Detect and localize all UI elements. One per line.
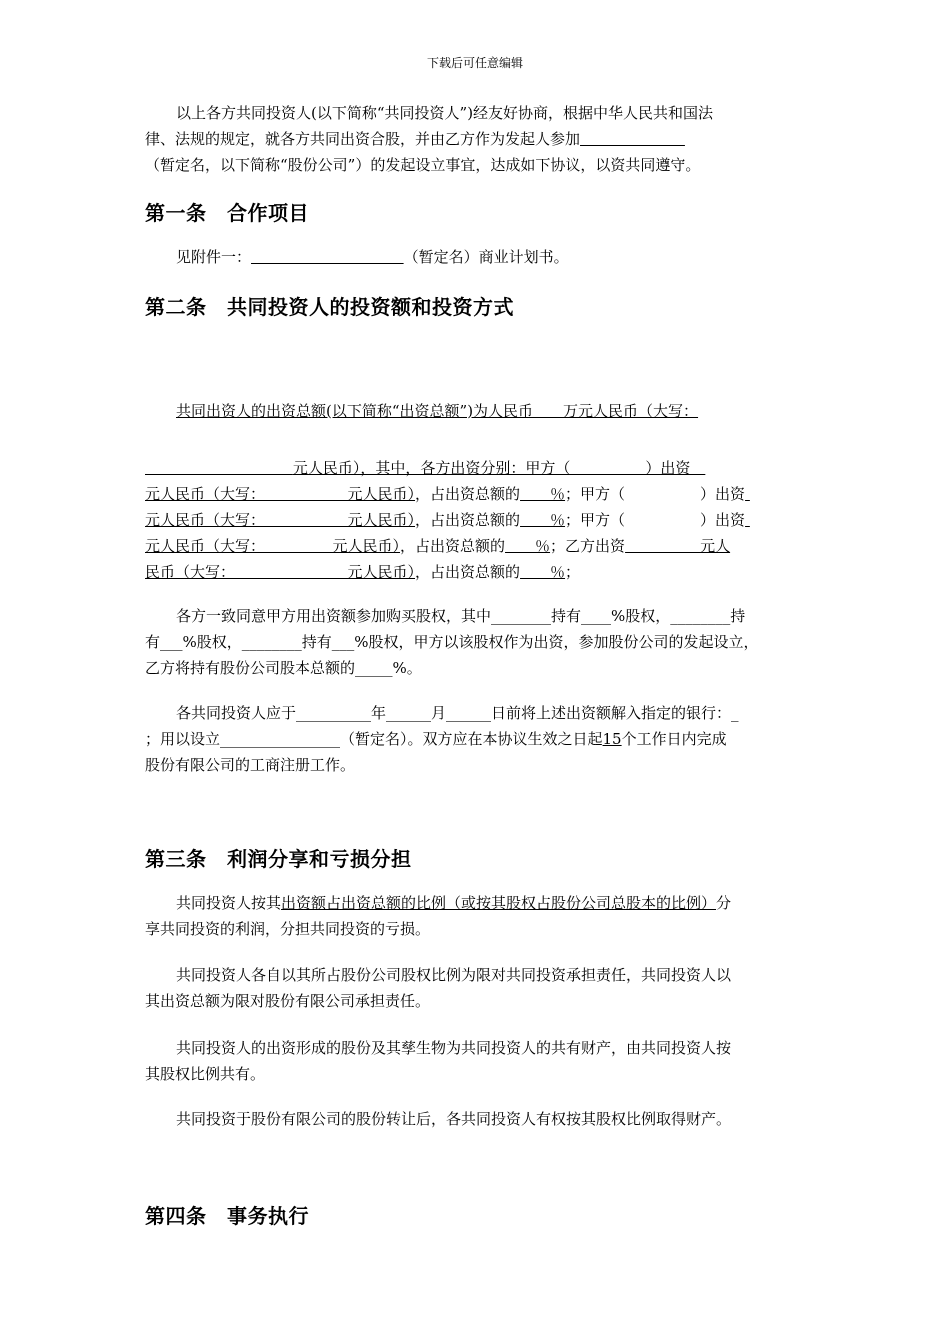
party-b-amount: 元人 — [625, 537, 731, 555]
payment-line-3: 股份有限公司的工商注册工作。 — [145, 756, 356, 774]
equity-line-1: 各方一致同意甲方用出资额参加购买股权，其中________持有____%股权，________持 — [176, 607, 746, 625]
party-a3-amount: 元人民币（大写： 元人民币） — [145, 537, 401, 555]
party-a1-line — [145, 481, 807, 507]
party-a1-amount: 元人民币（大写： 元人民币） — [145, 485, 416, 503]
profit-line-1 — [145, 890, 838, 916]
article-2-title: 第二条 共同投资人的投资额和投资方式 — [145, 295, 514, 319]
party-b-line — [145, 559, 807, 585]
party-a2-intro: ；甲方（ ）出资 — [565, 485, 746, 503]
article-2-total-line: 共同出资人的出资总额(以下简称“出资总额”)为人民币 万元人民币（大写： — [176, 402, 699, 420]
article-4-title: 第四条 事务执行 — [145, 1204, 309, 1228]
amount-words-blank — [145, 459, 293, 477]
article-1-body — [145, 244, 838, 270]
party-b-ratio-label: ，占出资总额的 — [415, 563, 521, 581]
article-3-title: 第三条 利润分享和亏损分担 — [145, 847, 412, 871]
party-a3-ratio-label: ，占出资总额的 — [400, 537, 506, 555]
article-2-line-2 — [145, 455, 807, 481]
party-a2-amount: 元人民币（大写： 元人民币） — [145, 511, 416, 529]
working-days: 15 — [602, 730, 622, 748]
party-b-ratio: ％ — [520, 563, 566, 581]
party-a1-ratio-label: ，占出资总额的 — [415, 485, 521, 503]
equity-line-2: 有___%股权，________持有___%股权，甲方以该股权作为出资，参加股份公司的发起设立， — [145, 633, 759, 651]
party-a1-ratio: ％ — [520, 485, 566, 503]
transfer-line: 共同投资于股份有限公司的股份转让后，各共同投资人有权按其股权比例取得财产。 — [176, 1110, 732, 1128]
party-a2-ratio-label: ，占出资总额的 — [415, 511, 521, 529]
liability-line-2: 其出资总额为限对股份有限公司承担责任。 — [145, 992, 431, 1010]
party-a2-ratio: ％ — [520, 511, 566, 529]
article-1-title: 第一条 合作项目 — [145, 201, 309, 225]
intro-line-3: （暂定名，以下简称“股份公司”）的发起设立事宜，达成如下协议，以资共同遵守。 — [145, 156, 701, 174]
property-line-2: 其股权比例共有。 — [145, 1065, 266, 1083]
party-a3-intro: ；甲方（ ）出资 — [565, 511, 746, 529]
registration-text-end: 个工作日内完成 — [621, 730, 727, 748]
party-a3-line — [145, 533, 807, 559]
party-b-intro: ；乙方出资 — [550, 537, 626, 555]
attachment-label: 见附件一： — [176, 248, 252, 266]
intro-text: 律、法规的规定，就各方共同出资合股，并由乙方作为发起人参加 — [145, 130, 581, 148]
profit-text-end: 分 — [716, 894, 732, 912]
company-name-blank — [580, 130, 685, 148]
business-plan-blank — [251, 248, 404, 266]
profit-ratio-basis: 出资额占出资总额的比例（或按其股权占股份公司总股本的比例） — [281, 894, 717, 912]
profit-text: 共同投资人按其 — [176, 894, 282, 912]
party-b-amount-words: 民币（大写： 元人民币） — [145, 563, 416, 581]
property-line-1: 共同投资人的出资形成的股份及其孳生物为共同投资人的共有财产，由共同投资人按 — [176, 1039, 732, 1057]
page-header: 下载后可任意编辑 — [426, 56, 523, 70]
equity-line-3: 乙方将持有股份公司股本总额的_____%。 — [145, 659, 422, 677]
payment-line-2 — [145, 726, 807, 752]
party-a3-ratio: ％ — [505, 537, 551, 555]
liability-line-1: 共同投资人各自以其所占股份公司股权比例为限对共同投资承担责任，共同投资人以 — [176, 966, 732, 984]
party-a2-line — [145, 507, 807, 533]
contribution-intro: 元人民币），其中，各方出资分别：甲方（ ）出资 — [292, 459, 706, 477]
payment-line-1: 各共同投资人应于__________年______月______日前将上述出资额解入指定的银行：_ — [176, 704, 739, 722]
intro-line-2 — [145, 126, 807, 152]
business-plan-text: （暂定名）商业计划书。 — [403, 248, 569, 266]
party-b-end: ； — [565, 563, 581, 581]
registration-text: ；用以设立________________（暂定名）。双方应在本协议生效之日起 — [145, 730, 603, 748]
intro-line-1: 以上各方共同投资人(以下简称“共同投资人”)经友好协商，根据中华人民共和国法 — [176, 104, 714, 122]
profit-line-2: 享共同投资的利润，分担共同投资的亏损。 — [145, 920, 431, 938]
